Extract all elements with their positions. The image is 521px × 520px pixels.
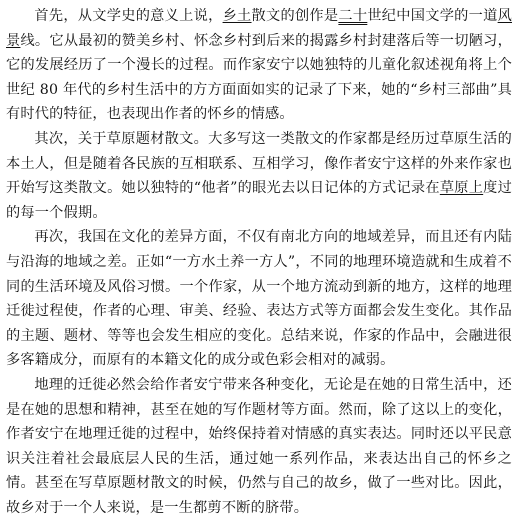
underlined-term-xiangtu: 乡土	[222, 8, 252, 24]
text-segment: 其次，关于草原题材散文。大多写这一类散文的作家都是经历过草原生活的本土人，但是随着各民族的互相联系、互相学习，像作者安宁这样的外来作家也开始写这类散文。她以独特的“他者”的眼光去以日记体的方式记录在	[6, 130, 512, 197]
underlined-term-fengjing: 风景	[6, 8, 512, 49]
text-segment: 再次，我国在文化的差异方面，不仅有南北方向的地域差异，而且还有内陆与沿海的地域之差。正如“一方水土养一方人”，不同的地理环境造就和生成着不同的生活环境及风俗习惯。一个作家，从一个地方流动到新的地方，这样的地理迁徙过程使，作者的心理、审美、经验、表达方式等方面都会发生变化。其作品的主题、题材、等等也会发生相应的变化。总结来说，作家的作品中，会融进很多客籍成分，而原有的本籍文化的成分或色彩会相对的减弱。	[6, 229, 512, 369]
text-segment: 度过的每一个假期。	[6, 180, 512, 221]
text-segment: 首先，从文学史的意义上说，	[34, 8, 223, 24]
paragraph-1	[6, 4, 512, 127]
text-segment: 世纪中国文学的一道	[367, 8, 498, 24]
underlined-term-caoyuanshang: 草原上	[439, 180, 484, 197]
document-page	[6, 4, 512, 520]
text-segment: 散文的创作是	[251, 8, 339, 24]
paragraph-4	[6, 373, 512, 520]
text-segment: 线。它从最初的赞美乡村、怀念乡村到后来的揭露乡村封建落后等一切陋习，它的发展经历了一个漫长的过程。而作家安宁以她独特的儿童化叙述视角将上个世纪 80 年代的乡村生活中的方方面面如实的记录了下来，她的“乡村三部曲”具有时代的特征，也表现出作者的怀乡的情感。	[6, 32, 512, 123]
paragraph-2	[6, 127, 512, 225]
paragraph-3	[6, 225, 512, 373]
text-segment: 地理的迁徙必然会给作者安宁带来各种变化，无论是在她的日常生活中，还是在她的思想和精神，甚至在她的写作题材等方面。然而，除了这以上的变化，作者安宁在地理迁徙的过程中，始终保持着对情感的真实表达。同时还以平民意识关注着社会最底层人民的生活，通过她一系列作品，来表达出自己的怀乡之情。甚至在写草原题材散文的时候，仍然与自己的故乡，做了一些对比。因此，故乡对于一个人来说，是一生都剪不断的脐带。	[6, 376, 512, 516]
double-underlined-term-ershi: 二十	[338, 8, 368, 24]
